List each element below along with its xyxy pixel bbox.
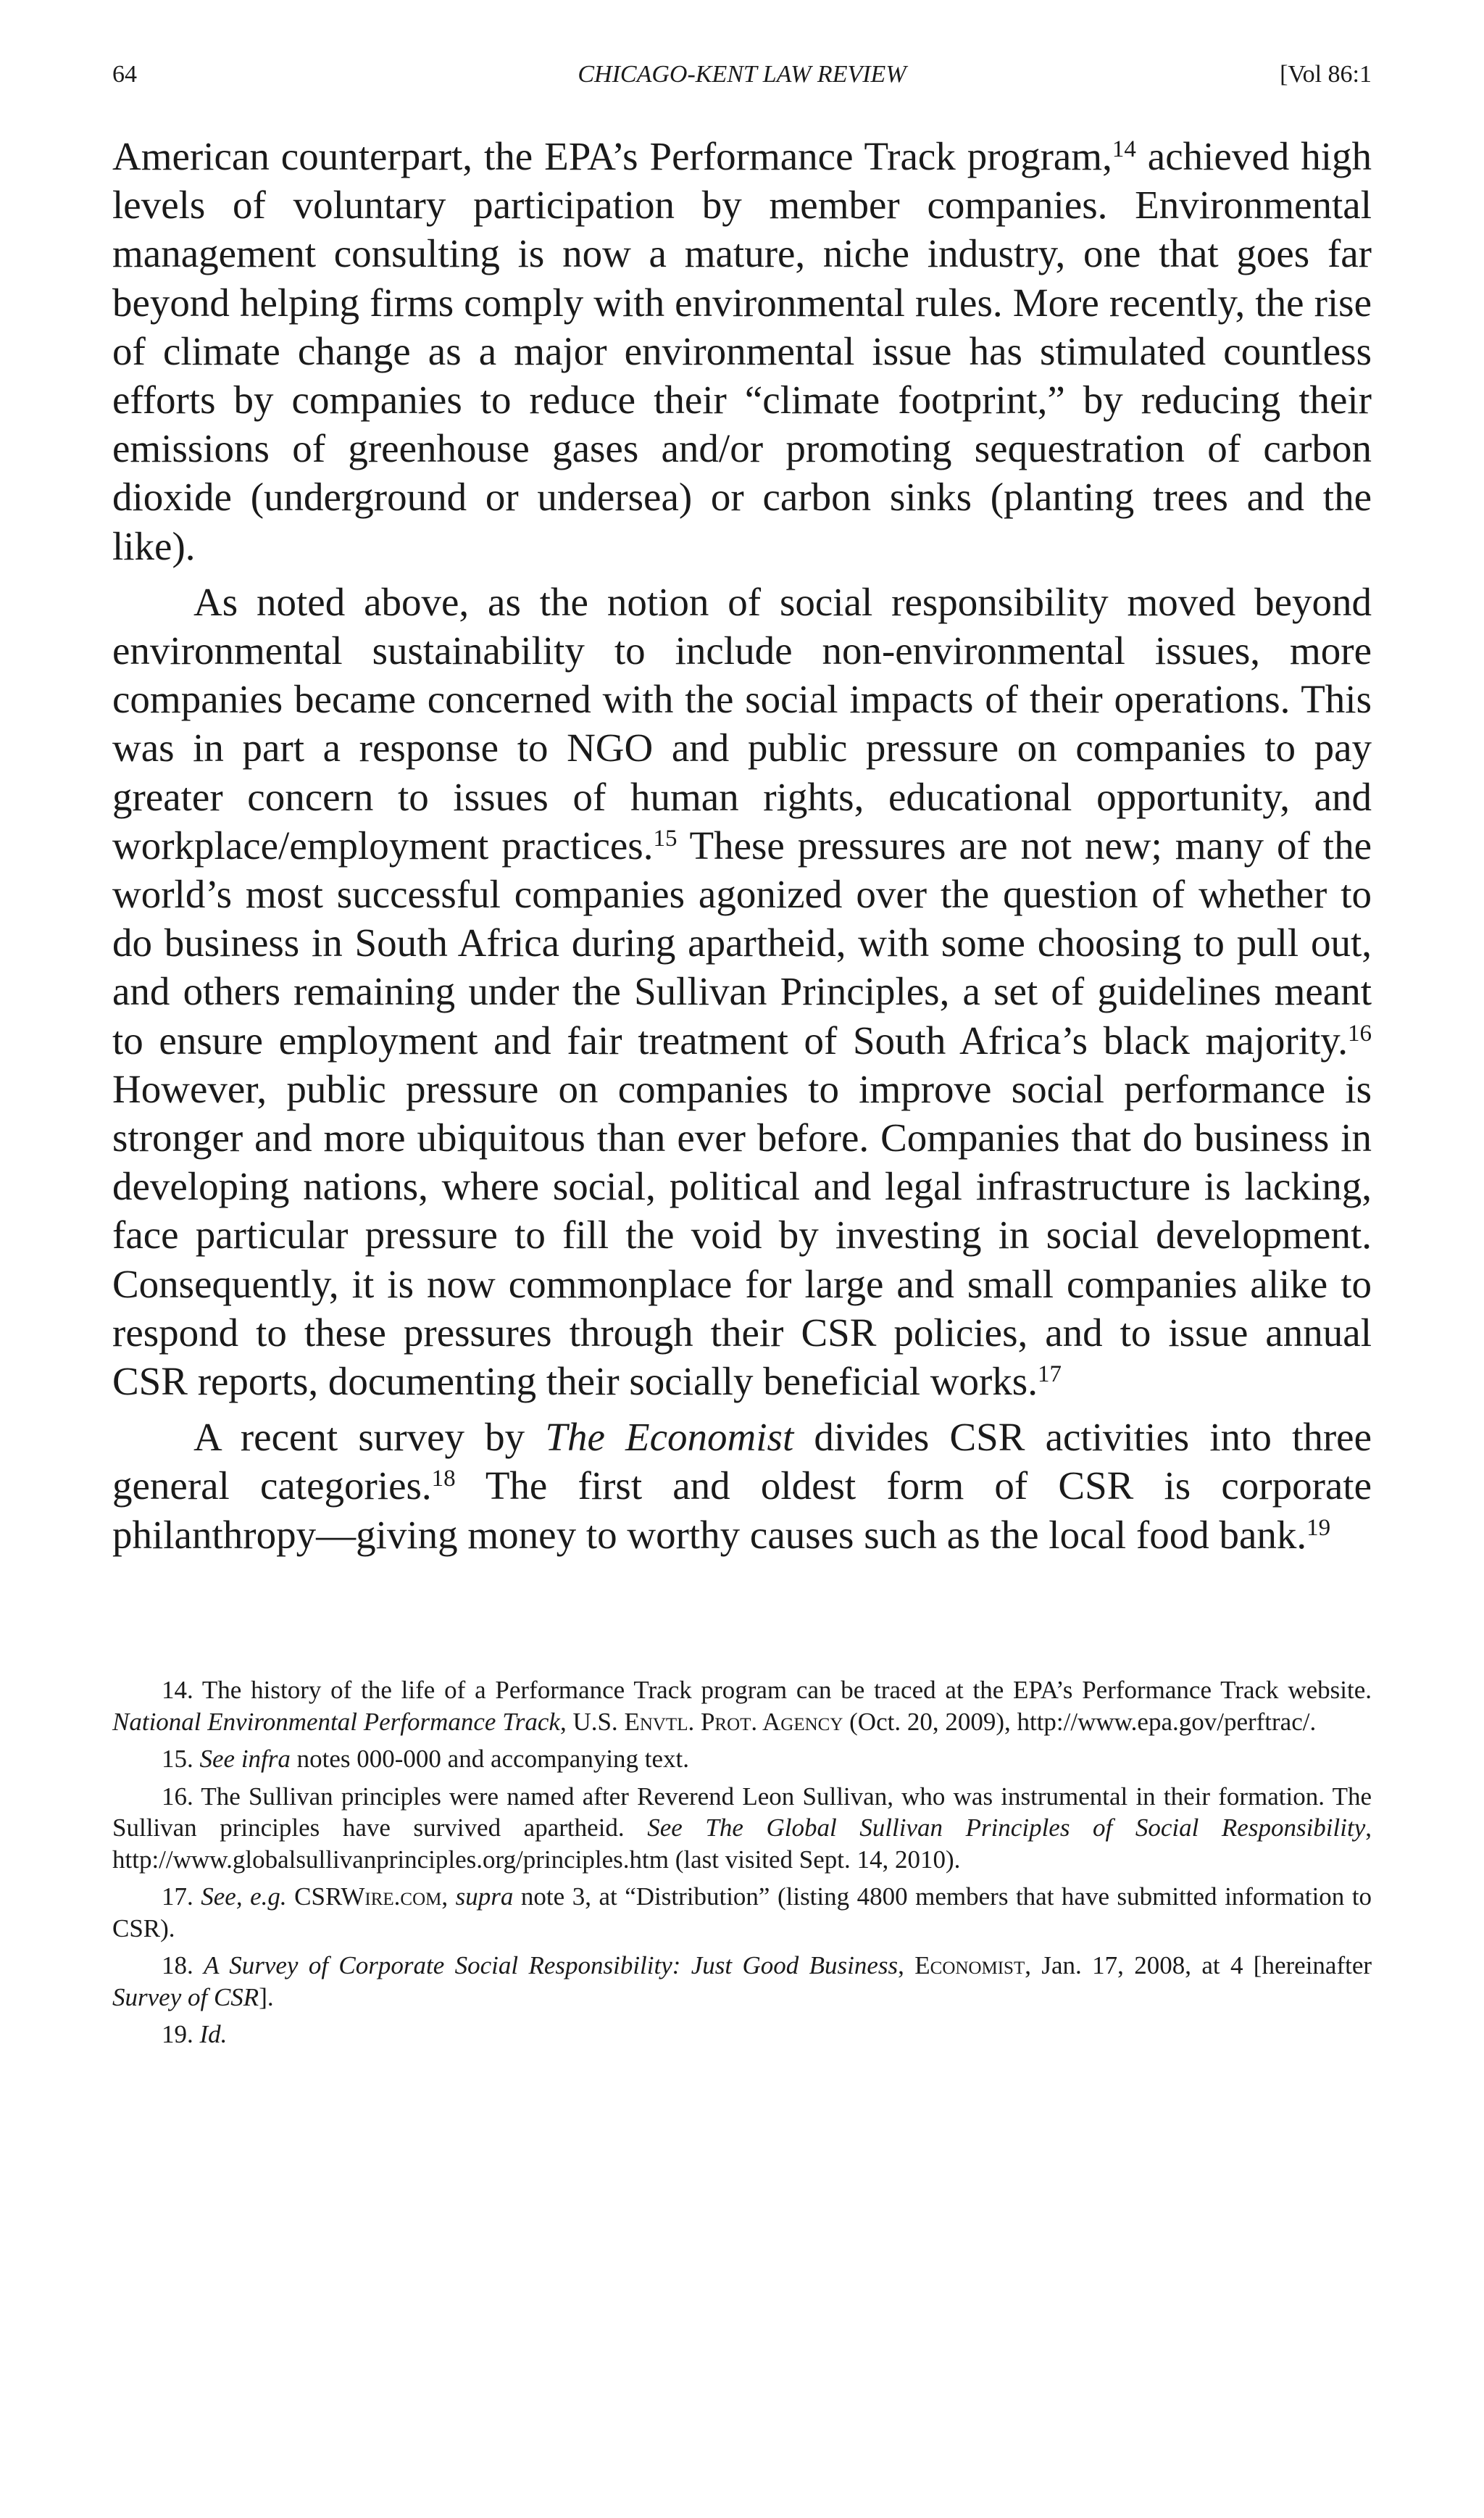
footnote-ref-16[interactable]: 16 — [1348, 1020, 1372, 1047]
text-run: achieved high levels of voluntary participation by member companies. Environmental management consulting is now a mature, niche industry, one that goes far beyond helping firms comply with environmental rules. More recently, the rise of climate change as a major environmental issue has stimulated countless efforts by companies to reduce their “climate footprint,” by reducing their emissions of greenhouse gases and/or promoting sequestration of carbon dioxide (underground or undersea) or carbon sinks (planting trees and the like). — [112, 134, 1372, 568]
footnote-ref-18[interactable]: 18 — [431, 1466, 456, 1492]
footnote-ref-17[interactable]: 17 — [1037, 1360, 1062, 1387]
text-run: , http://www.globalsullivanprinciples.org/principles.htm (last visited Sept. 14, 2010). — [112, 1813, 1372, 1874]
journal-title: CHICAGO-KENT LAW REVIEW — [578, 61, 906, 88]
footnote-number: 16. — [162, 1782, 193, 1811]
text-run: These pressures are not new; many of the world’s most successful companies agonized over the question of whether to do business in South Africa during apartheid, with some choosing to pull out, and others remaining under the Sullivan Principles, a set of guidelines meant to ensure employment and fair treatment of South Africa’s black majority. — [112, 823, 1372, 1063]
text-run: As noted above, as the notion of social responsibility moved beyond environmental sustainability to include non-environmental issues, more companies became concerned with the social impacts of their operations. This was in part a response to NGO and public pressure on companies to pay greater concern to issues of human rights, educational opportunity, and workplace/employment practices. — [112, 579, 1372, 868]
footnote-number: 15. — [162, 1745, 193, 1773]
text-run: , Jan. 17, 2008, at 4 [hereinafter — [1025, 1951, 1372, 1979]
signal-word: Id. — [199, 2020, 228, 2048]
footnote-17: 17. See, e.g. CSRWire.com, supra note 3, at “Distribution” (listing 4800 members that have submitted information to CSR). — [112, 1882, 1372, 1942]
text-run: divides CSR activities into three general categories. — [112, 1415, 1372, 1508]
citation-title: National Environmental Performance Track — [112, 1707, 560, 1736]
footnote-number: 17. — [162, 1882, 193, 1911]
short-title: Survey of CSR — [112, 1982, 259, 2011]
signal-word: See infra — [199, 1745, 291, 1773]
volume-info: [Vol 86:1 — [1280, 61, 1372, 88]
publication-title: The Economist — [545, 1415, 794, 1460]
running-header — [112, 57, 1372, 93]
footnote-16 — [112, 1781, 1372, 1876]
footnote-number: 14. — [162, 1676, 193, 1704]
text-run: , U.S. — [559, 1707, 625, 1736]
text-run: American counterpart, the EPA’s Performance Track program, — [112, 134, 1112, 178]
text-run: note 3, at “Distribution” (listing 4800 members that have submitted information to CSR). — [112, 1882, 1372, 1942]
text-run: However, public pressure on companies to improve social performance is stronger and more ubiquitous than ever before. Companies that do business in developing nations, where social, political and legal infrastructure is lacking, face particular pressure to fill the void by investing in social development. Consequently, it is now commonplace for large and small companies alike to respond to these pressures through their CSR policies, and to issue annual CSR reports, documenting their socially beneficial works. — [112, 1066, 1372, 1404]
footnote-ref-15[interactable]: 15 — [653, 825, 678, 852]
footnote-number: 18. — [162, 1951, 193, 1979]
paragraph-3 — [112, 1413, 1372, 1559]
page-number: 64 — [112, 61, 137, 88]
main-text — [112, 132, 1372, 1559]
paragraph-1 — [112, 132, 1372, 570]
footnote-number: 19. — [162, 2020, 193, 2048]
footnote-18 — [112, 1950, 1372, 2013]
footnote-ref-19[interactable]: 19 — [1306, 1514, 1331, 1541]
signal-word: supra — [455, 1882, 514, 1911]
website-name: CSRWire.com — [294, 1882, 442, 1911]
text-run: (Oct. 20, 2009), http://www.epa.gov/perftrac/. — [843, 1707, 1317, 1736]
text-run: The first and oldest form of CSR is corporate philanthropy—giving money to worthy causes such as the local food bank. — [112, 1463, 1372, 1557]
footnote-19 — [112, 2019, 1372, 2050]
citation-title: A Survey of Corporate Social Responsibility: Just Good Business — [204, 1951, 899, 1979]
text-run: , — [898, 1951, 915, 1979]
text-run: The history of the life of a Performance Track program can be traced at the EPA’s Performance Track website. — [193, 1676, 1372, 1704]
agency-name: Envtl. Prot. Agency — [624, 1707, 843, 1736]
footnote-ref-14[interactable]: 14 — [1112, 136, 1136, 162]
footnote-14 — [112, 1674, 1372, 1737]
footnote-15 — [112, 1743, 1372, 1775]
text-run: ]. — [259, 1982, 274, 2011]
publication-name: Economist — [914, 1951, 1025, 1979]
footnotes — [112, 1674, 1372, 2056]
text-run: The Sullivan principles were named after Reverend Leon Sullivan, who was instrumental in their formation. The Sullivan principles have survived apartheid. — [112, 1782, 1372, 1842]
citation-title: See The Global Sullivan Principles of Social Responsibility — [647, 1813, 1366, 1842]
text-run: A recent survey by — [193, 1415, 546, 1460]
text-run: notes 000-000 and accompanying text. — [290, 1745, 690, 1773]
signal-word: See, e.g. — [201, 1882, 287, 1911]
paragraph-2 — [112, 578, 1372, 1405]
